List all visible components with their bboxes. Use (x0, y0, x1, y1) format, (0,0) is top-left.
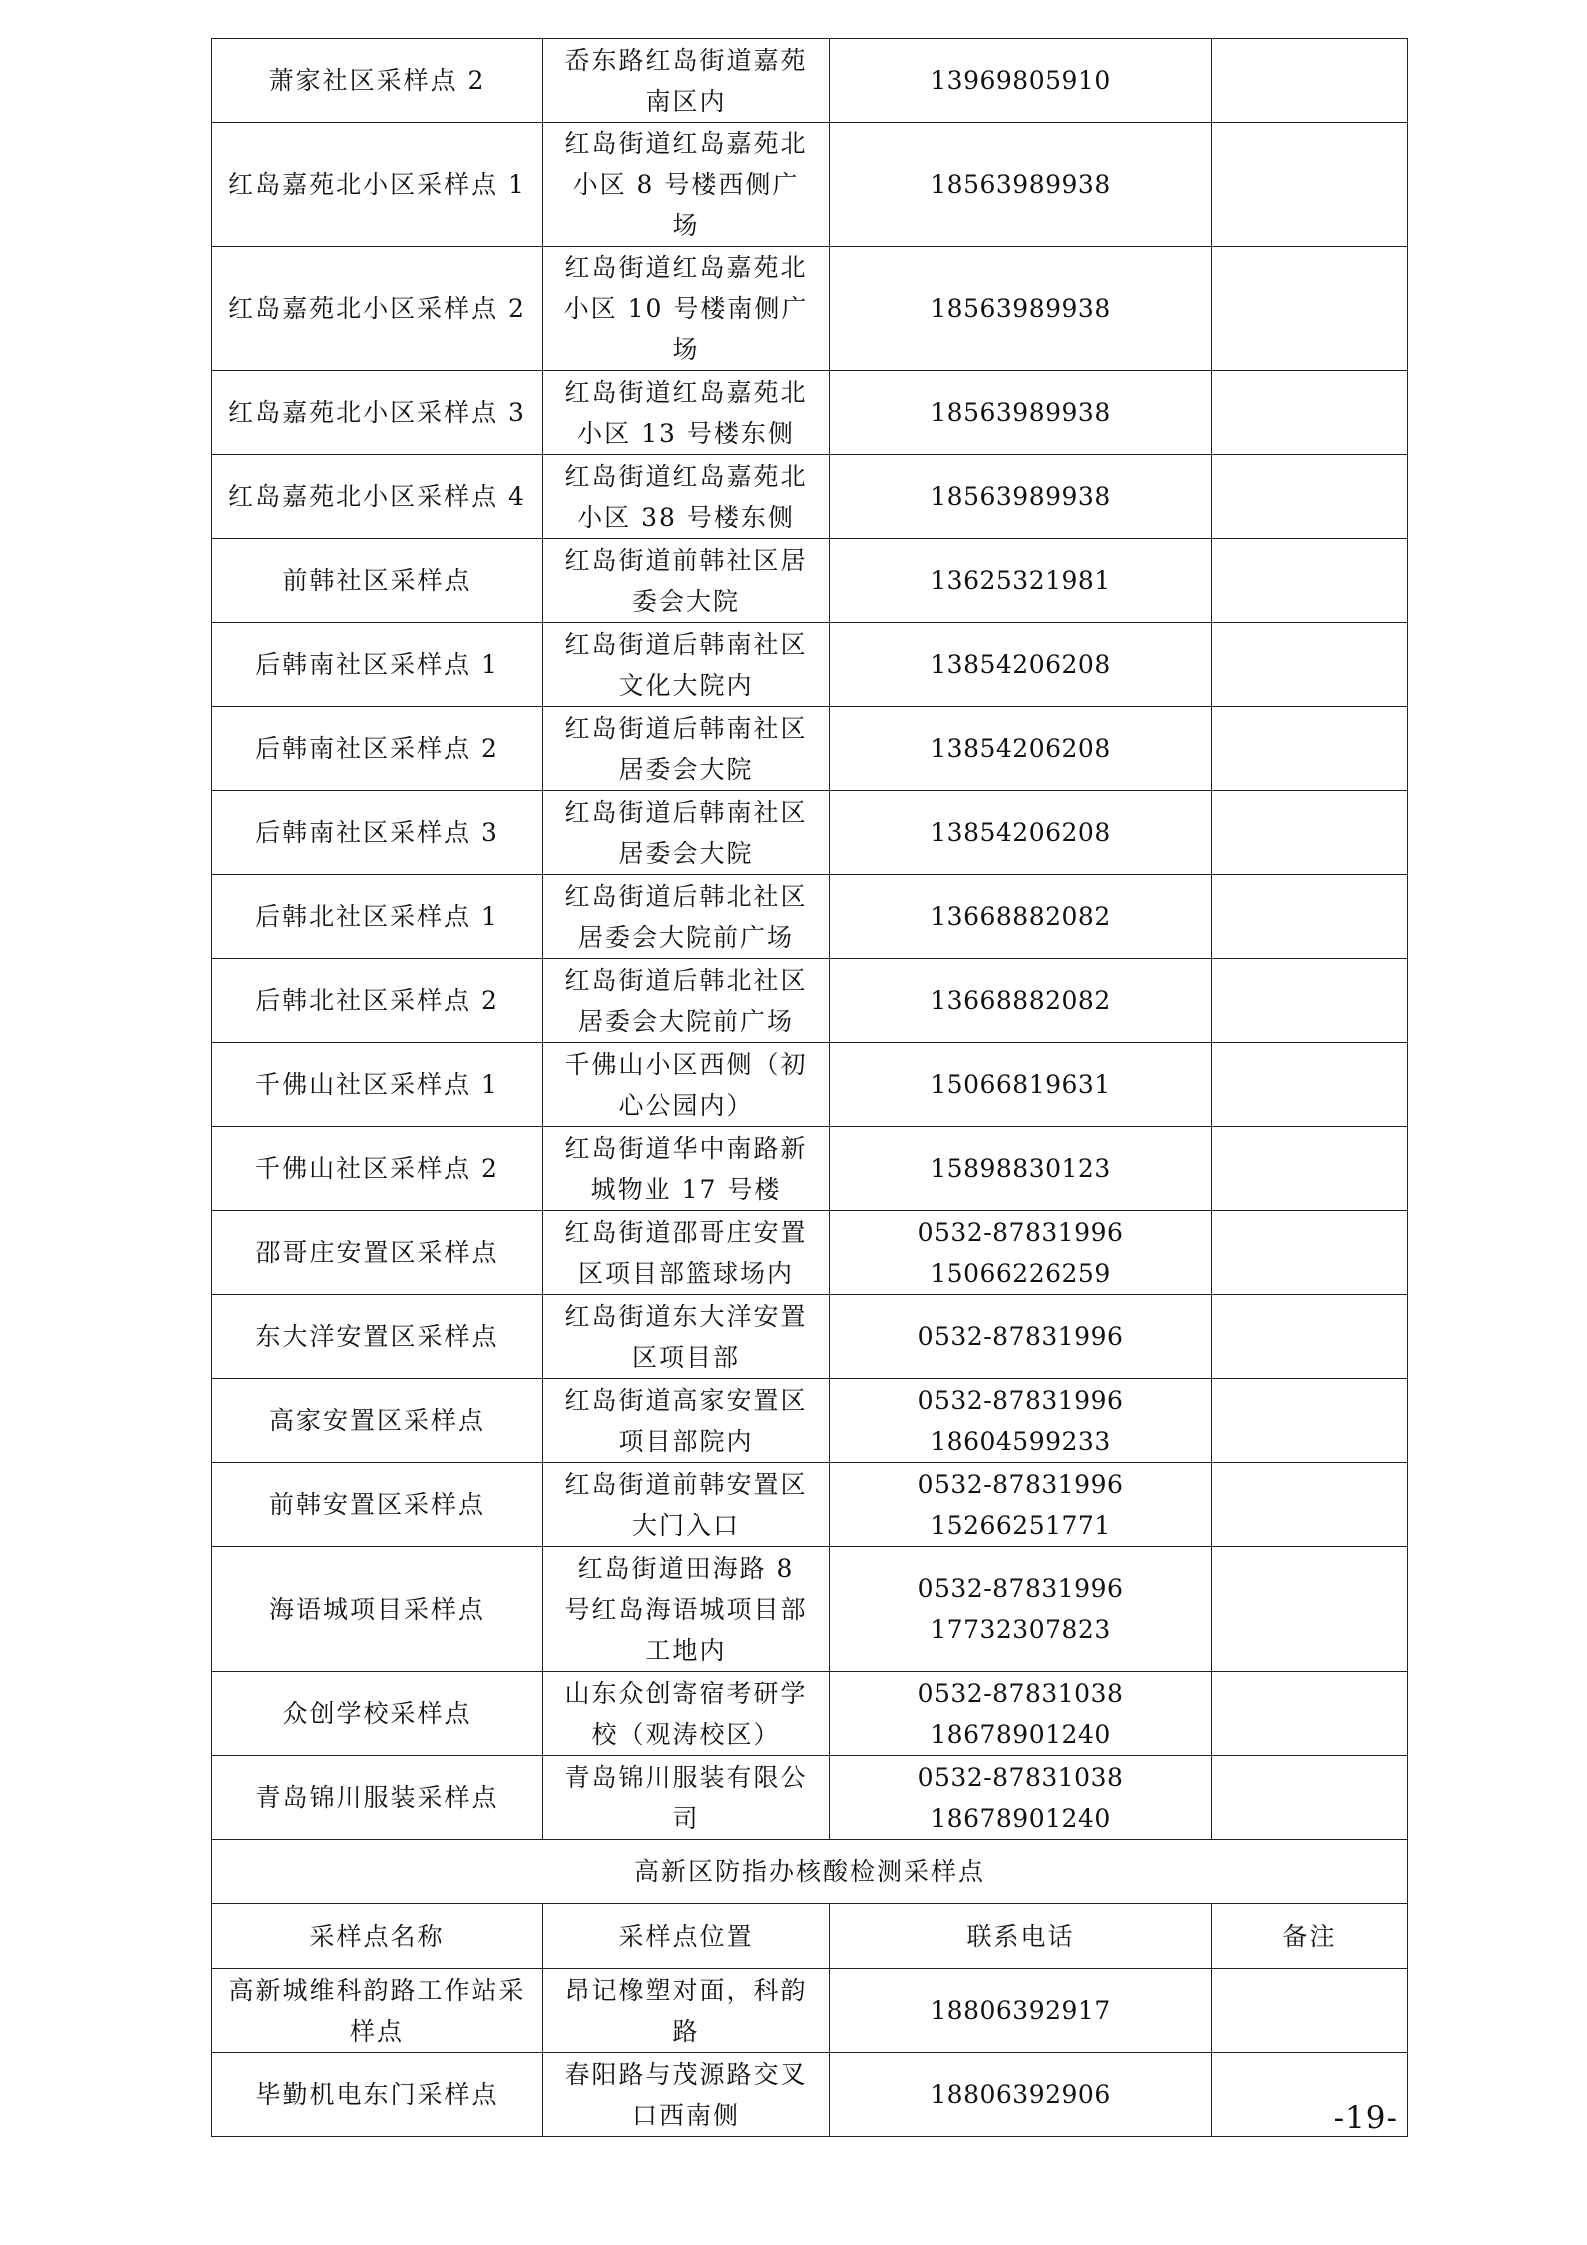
site-note (1212, 39, 1408, 123)
table-row (212, 123, 1408, 247)
table-row (212, 1672, 1408, 1756)
site-location: 红岛街道前韩安置区大门入口 (543, 1463, 830, 1547)
site-phone: 0532-87831038 18678901240 (830, 1672, 1212, 1756)
site-location: 红岛街道华中南路新城物业 17 号楼 (543, 1127, 830, 1211)
site-note (1212, 707, 1408, 791)
table-row (212, 707, 1408, 791)
site-note (1212, 247, 1408, 371)
site-name: 萧家社区采样点 2 (212, 39, 543, 123)
site-name: 海语城项目采样点 (212, 1547, 543, 1672)
site-location: 红岛街道后韩南社区居委会大院 (543, 791, 830, 875)
table-row (212, 455, 1408, 539)
site-name: 红岛嘉苑北小区采样点 4 (212, 455, 543, 539)
table-row (212, 1043, 1408, 1127)
site-note (1212, 623, 1408, 707)
table-row (212, 1295, 1408, 1379)
site-note (1212, 371, 1408, 455)
site-phone: 0532-87831996 (830, 1295, 1212, 1379)
site-name: 千佛山社区采样点 2 (212, 1127, 543, 1211)
site-name: 红岛嘉苑北小区采样点 1 (212, 123, 543, 247)
site-note (1212, 1756, 1408, 1840)
site-name: 青岛锦川服装采样点 (212, 1756, 543, 1840)
site-location: 红岛街道前韩社区居委会大院 (543, 539, 830, 623)
site-phone: 13668882082 (830, 959, 1212, 1043)
site-name: 后韩南社区采样点 2 (212, 707, 543, 791)
site-note (1212, 1379, 1408, 1463)
table-row (212, 1969, 1408, 2053)
site-note (1212, 539, 1408, 623)
table-row (212, 623, 1408, 707)
site-phone: 18806392906 (830, 2053, 1212, 2137)
site-phone: 18563989938 (830, 123, 1212, 247)
site-location: 红岛街道邵哥庄安置区项目部篮球场内 (543, 1211, 830, 1295)
table-row (212, 247, 1408, 371)
site-name: 前韩安置区采样点 (212, 1463, 543, 1547)
site-note (1212, 1463, 1408, 1547)
site-note (1212, 1295, 1408, 1379)
header-row (212, 1904, 1408, 1969)
site-location: 红岛街道高家安置区项目部院内 (543, 1379, 830, 1463)
header-location: 采样点位置 (543, 1904, 830, 1969)
table-row (212, 1756, 1408, 1840)
site-name: 众创学校采样点 (212, 1672, 543, 1756)
site-phone: 0532-87831996 17732307823 (830, 1547, 1212, 1672)
site-name: 东大洋安置区采样点 (212, 1295, 543, 1379)
table-row (212, 875, 1408, 959)
site-note (1212, 1672, 1408, 1756)
site-name: 后韩南社区采样点 1 (212, 623, 543, 707)
site-location: 红岛街道东大洋安置区项目部 (543, 1295, 830, 1379)
site-phone: 18563989938 (830, 247, 1212, 371)
site-phone: 0532-87831996 18604599233 (830, 1379, 1212, 1463)
site-location: 昂记橡塑对面，科韵路 (543, 1969, 830, 2053)
site-name: 后韩北社区采样点 1 (212, 875, 543, 959)
site-phone: 18563989938 (830, 371, 1212, 455)
site-note (1212, 123, 1408, 247)
site-note (1212, 455, 1408, 539)
site-phone: 13854206208 (830, 791, 1212, 875)
site-location: 红岛街道红岛嘉苑北小区 13 号楼东侧 (543, 371, 830, 455)
site-phone: 15066819631 (830, 1043, 1212, 1127)
table-row (212, 1463, 1408, 1547)
site-name: 高家安置区采样点 (212, 1379, 543, 1463)
site-location: 红岛街道后韩北社区居委会大院前广场 (543, 875, 830, 959)
site-location: 山东众创寄宿考研学校（观涛校区） (543, 1672, 830, 1756)
site-location: 红岛街道红岛嘉苑北小区 10 号楼南侧广场 (543, 247, 830, 371)
header-note: 备注 (1212, 1904, 1408, 1969)
page-number: -19- (1333, 2100, 1398, 2136)
site-name: 毕勤机电东门采样点 (212, 2053, 543, 2137)
sampling-sites-table (211, 38, 1408, 2137)
site-phone: 13625321981 (830, 539, 1212, 623)
site-phone: 13854206208 (830, 707, 1212, 791)
site-phone: 0532-87831996 15266251771 (830, 1463, 1212, 1547)
site-phone: 13854206208 (830, 623, 1212, 707)
site-name: 邵哥庄安置区采样点 (212, 1211, 543, 1295)
site-note (1212, 1043, 1408, 1127)
site-location: 红岛街道后韩南社区居委会大院 (543, 707, 830, 791)
site-location: 红岛街道田海路 8 号红岛海语城项目部工地内 (543, 1547, 830, 1672)
table-row (212, 1379, 1408, 1463)
site-note (1212, 1211, 1408, 1295)
site-location: 岙东路红岛街道嘉苑南区内 (543, 39, 830, 123)
site-location: 红岛街道红岛嘉苑北小区 38 号楼东侧 (543, 455, 830, 539)
site-note (1212, 791, 1408, 875)
site-phone: 0532-87831996 15066226259 (830, 1211, 1212, 1295)
site-location: 红岛街道后韩南社区文化大院内 (543, 623, 830, 707)
site-phone: 0532-87831038 18678901240 (830, 1756, 1212, 1840)
section-title: 高新区防指办核酸检测采样点 (212, 1840, 1408, 1904)
table-row (212, 791, 1408, 875)
site-location: 红岛街道后韩北社区居委会大院前广场 (543, 959, 830, 1043)
table-row (212, 959, 1408, 1043)
table-row (212, 2053, 1408, 2137)
table-row (212, 539, 1408, 623)
table-row (212, 1547, 1408, 1672)
table-row (212, 1211, 1408, 1295)
section-title-row (212, 1840, 1408, 1904)
site-note (1212, 1127, 1408, 1211)
site-note (1212, 1969, 1408, 2053)
site-phone: 13668882082 (830, 875, 1212, 959)
site-phone: 18806392917 (830, 1969, 1212, 2053)
site-note (1212, 1547, 1408, 1672)
site-name: 高新城维科韵路工作站采样点 (212, 1969, 543, 2053)
site-note (1212, 959, 1408, 1043)
table-row (212, 371, 1408, 455)
site-location: 春阳路与茂源路交叉口西南侧 (543, 2053, 830, 2137)
table-row (212, 39, 1408, 123)
site-name: 后韩南社区采样点 3 (212, 791, 543, 875)
site-name: 红岛嘉苑北小区采样点 2 (212, 247, 543, 371)
site-name: 后韩北社区采样点 2 (212, 959, 543, 1043)
header-name: 采样点名称 (212, 1904, 543, 1969)
site-name: 千佛山社区采样点 1 (212, 1043, 543, 1127)
site-location: 青岛锦川服装有限公司 (543, 1756, 830, 1840)
site-name: 红岛嘉苑北小区采样点 3 (212, 371, 543, 455)
table-row (212, 1127, 1408, 1211)
site-phone: 15898830123 (830, 1127, 1212, 1211)
site-phone: 13969805910 (830, 39, 1212, 123)
site-name: 前韩社区采样点 (212, 539, 543, 623)
site-location: 千佛山小区西侧（初心公园内） (543, 1043, 830, 1127)
site-note (1212, 875, 1408, 959)
header-phone: 联系电话 (830, 1904, 1212, 1969)
site-phone: 18563989938 (830, 455, 1212, 539)
site-location: 红岛街道红岛嘉苑北小区 8 号楼西侧广场 (543, 123, 830, 247)
